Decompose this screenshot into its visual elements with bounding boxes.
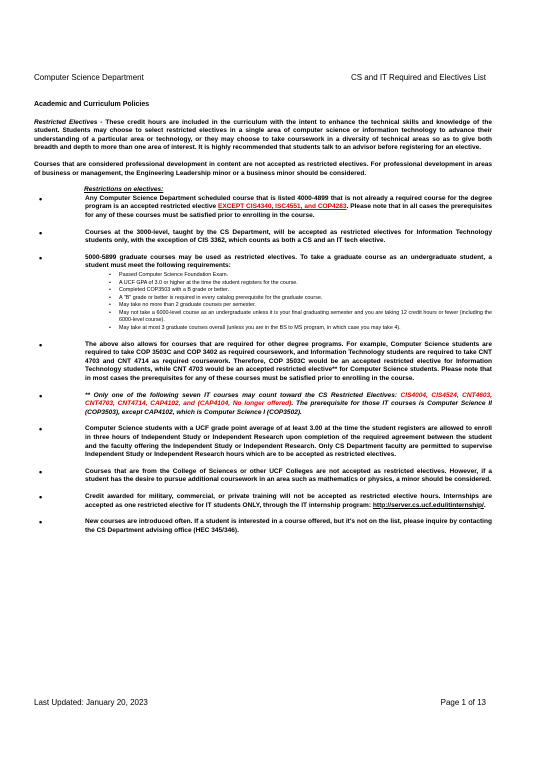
- b5-courses: CIS4004, CIS4524, CNT4603, CNT4703, CNT4714, CAP4102, and (CAP4104, No longer offered): [85, 391, 492, 408]
- page-number: Page 1 of 13: [440, 698, 486, 707]
- list-item: • Completed COP3503 with a B grade or better.: [109, 287, 492, 295]
- restrictions-title: Restrictions on electives:: [84, 186, 164, 194]
- list-item: • May take at most 3 graduate courses overall (unless you are in the BS to MS program, in which case you may take 4).: [109, 325, 492, 333]
- list-item: [34, 195, 492, 221]
- restricted-electives-lead: Restricted Electives: [34, 118, 98, 126]
- b8-text: Credit awarded for military, commercial, or private training will not be accepted as restricted elective hours. Internships are accepted as one restricted elective for IT students ONLY, through the IT internship program:: [85, 492, 492, 509]
- list-item: [34, 392, 492, 418]
- list-item: • Courses at the 3000-level, taught by the CS Department, will be accepted as restricted electives for Information Technology students only, with the exception of CIS 3362, which counts as both a CS and an IT tech elective.: [34, 229, 492, 246]
- header-doc-title: CS and IT Required and Electives List: [350, 73, 486, 82]
- professional-development-paragraph: Courses that are considered professional development in content are not accepted as restricted electives. For professional development in areas of business or management, the Engineering Leadership minor or a business minor should be considered.: [34, 160, 492, 177]
- list-item: [34, 493, 492, 510]
- it-internship-link[interactable]: http://server.cs.ucf.edu/itinternship/: [372, 501, 484, 509]
- b8-tail: .: [483, 501, 486, 509]
- list-item: • May not take a 6000-level course as an undergraduate unless it is your final graduating semester and you are taking 12 credit hours or fewer (including the 6000-level course).: [109, 310, 492, 325]
- last-updated: Last Updated: January 20, 2023: [34, 698, 148, 707]
- list-item: • Passed Computer Science Foundation Exam.: [109, 272, 492, 280]
- list-item: • Courses that are from the College of Sciences or other UCF Colleges are not accepted as restricted electives. However, if a student has the desire to pursue additional coursework in an area such as mathematics or physics, a minor should be considered.: [34, 468, 492, 485]
- list-item: • May take no more than 2 graduate courses per semester.: [109, 302, 492, 310]
- document-body: [34, 101, 492, 543]
- section-title: Academic and Curriculum Policies: [34, 101, 150, 108]
- list-item: • The above also allows for courses that are required for other degree programs. For example, Computer Science students are required to take COP 3503C and COP 3402 as required coursework, and Information Technology students are required to take CNT 4703 and CNT 4714 as required coursework. Therefore, COP 3503C would be an accepted restricted elective for Information Technology students, while CNT 4703 would be an accepted restricted elective** for Computer Science students. Please note that in most cases the prerequisites for any of these courses must be satisfied prior to enrolling in the course.: [34, 341, 492, 384]
- b3-text: 5000-5899 graduate courses may be used as restricted electives. To take a graduate course as an undergraduate student, a student must meet the following requirements:: [85, 253, 492, 270]
- restricted-electives-text: - These credit hours are included in the curriculum with the intent to enhance the technical skills and knowledge of the student. Students may choose to select restricted electives in a single area of computer science or information technology to advance their understanding of a particular area or technology, or they may choose to take coursework in a diversity of technical areas so as to give both breadth and depth to more than one area of interest. It is highly recommended that students talk to an advisor before registering for an elective.: [34, 118, 492, 152]
- header-department: Computer Science Department: [34, 73, 144, 82]
- list-item: [34, 254, 492, 333]
- b5-text: ** Only one of the following seven IT courses may count toward the CS Restricted Electives:: [85, 391, 401, 399]
- restrictions-list: [34, 195, 492, 536]
- list-item: • Computer Science students with a UCF grade point average of at least 3.00 at the time the student registers are allowed to enroll in three hours of Independent Study or Independent Research upon completion of the required agreement between the student and the faculty offering the Independent Study or Independent Research. Only CS Department faculty are permitted to supervise Independent Study or Independent Research hours which are to be accepted as restricted electives.: [34, 425, 492, 459]
- restricted-electives-paragraph: [34, 119, 492, 153]
- b1-tail: . Please note that in all cases the prerequisites for any of these courses must be satisfied prior to enrolling in the course.: [85, 203, 492, 219]
- list-item: • New courses are introduced often. If a student is interested in a course offered, but it's not on the list, please inquire by contacting the CS Department advising office (HEC 345/346).: [34, 518, 492, 535]
- b1-exceptions: EXCEPT CIS4340, ISC4551, and COP4283: [218, 203, 347, 211]
- b5-tail: . The prerequisite for those IT courses is Computer Science II (COP3503), except CAP4102, which is Computer Science I (COP3502).: [85, 400, 492, 416]
- list-item: • A UCF GPA of 3.0 or higher at the time the student registers for the course.: [109, 280, 492, 288]
- graduate-requirements-list: [85, 272, 492, 333]
- list-item: • A "B" grade or better is required in every catalog prerequisite for the graduate course.: [109, 295, 492, 303]
- b1-text: Any Computer Science Department scheduled course that is listed 4000-4899 that is not already a required course for the degree program is an accepted restricted elective: [85, 194, 492, 211]
